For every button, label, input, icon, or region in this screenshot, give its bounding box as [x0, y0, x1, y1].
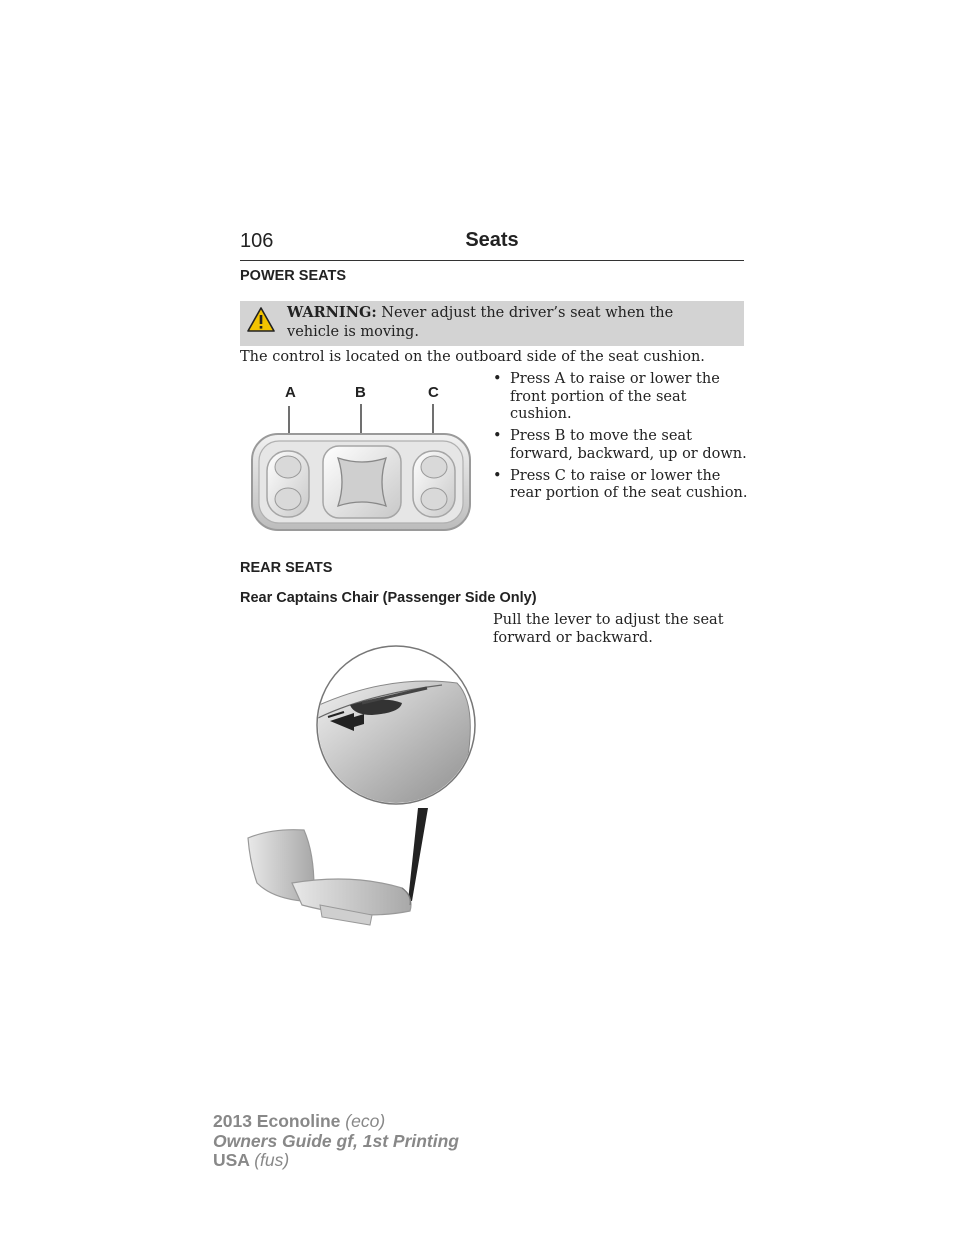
rear-seat-instruction: Pull the lever to adjust the seat forward or backward.: [493, 612, 724, 646]
subheading-captains-chair: Rear Captains Chair (Passenger Side Only): [240, 590, 537, 606]
label-a: A: [285, 384, 296, 401]
list-item: • Press A to raise or lower the front portion of the seat cushion.: [493, 371, 720, 422]
list-item: • Press C to raise or lower the rear portion of the seat cushion.: [493, 467, 748, 501]
footer-line-2: Owners Guide gf, 1st Printing: [213, 1130, 459, 1151]
warning-message: Never adjust the driver’s seat when the vehicle is moving.: [287, 305, 674, 340]
section-heading-rear-seats: REAR SEATS: [240, 560, 333, 576]
warning-text-block: [287, 303, 727, 342]
page-number: 106: [240, 230, 274, 252]
warning-triangle-icon: [246, 306, 276, 334]
section-heading-power-seats: POWER SEATS: [240, 268, 347, 284]
page-title: Seats: [465, 229, 519, 251]
power-seat-control-figure: [245, 378, 480, 538]
warning-label: WARNING:: [287, 304, 377, 321]
list-item: • Press B to move the seat forward, backward, up or down.: [493, 428, 747, 462]
page-footer: [213, 1112, 459, 1171]
power-seat-intro: The control is located on the outboard side of the seat cushion.: [240, 349, 705, 365]
footer-line-1: 2013 Econoline (eco): [213, 1111, 386, 1131]
page-header: [240, 228, 744, 261]
footer-line-3: USA (fus): [213, 1150, 290, 1170]
warning-box: [240, 301, 744, 346]
power-seat-instructions: [493, 371, 748, 507]
label-c: C: [428, 384, 439, 401]
captains-chair-figure: [242, 643, 482, 928]
label-b: B: [355, 384, 366, 401]
